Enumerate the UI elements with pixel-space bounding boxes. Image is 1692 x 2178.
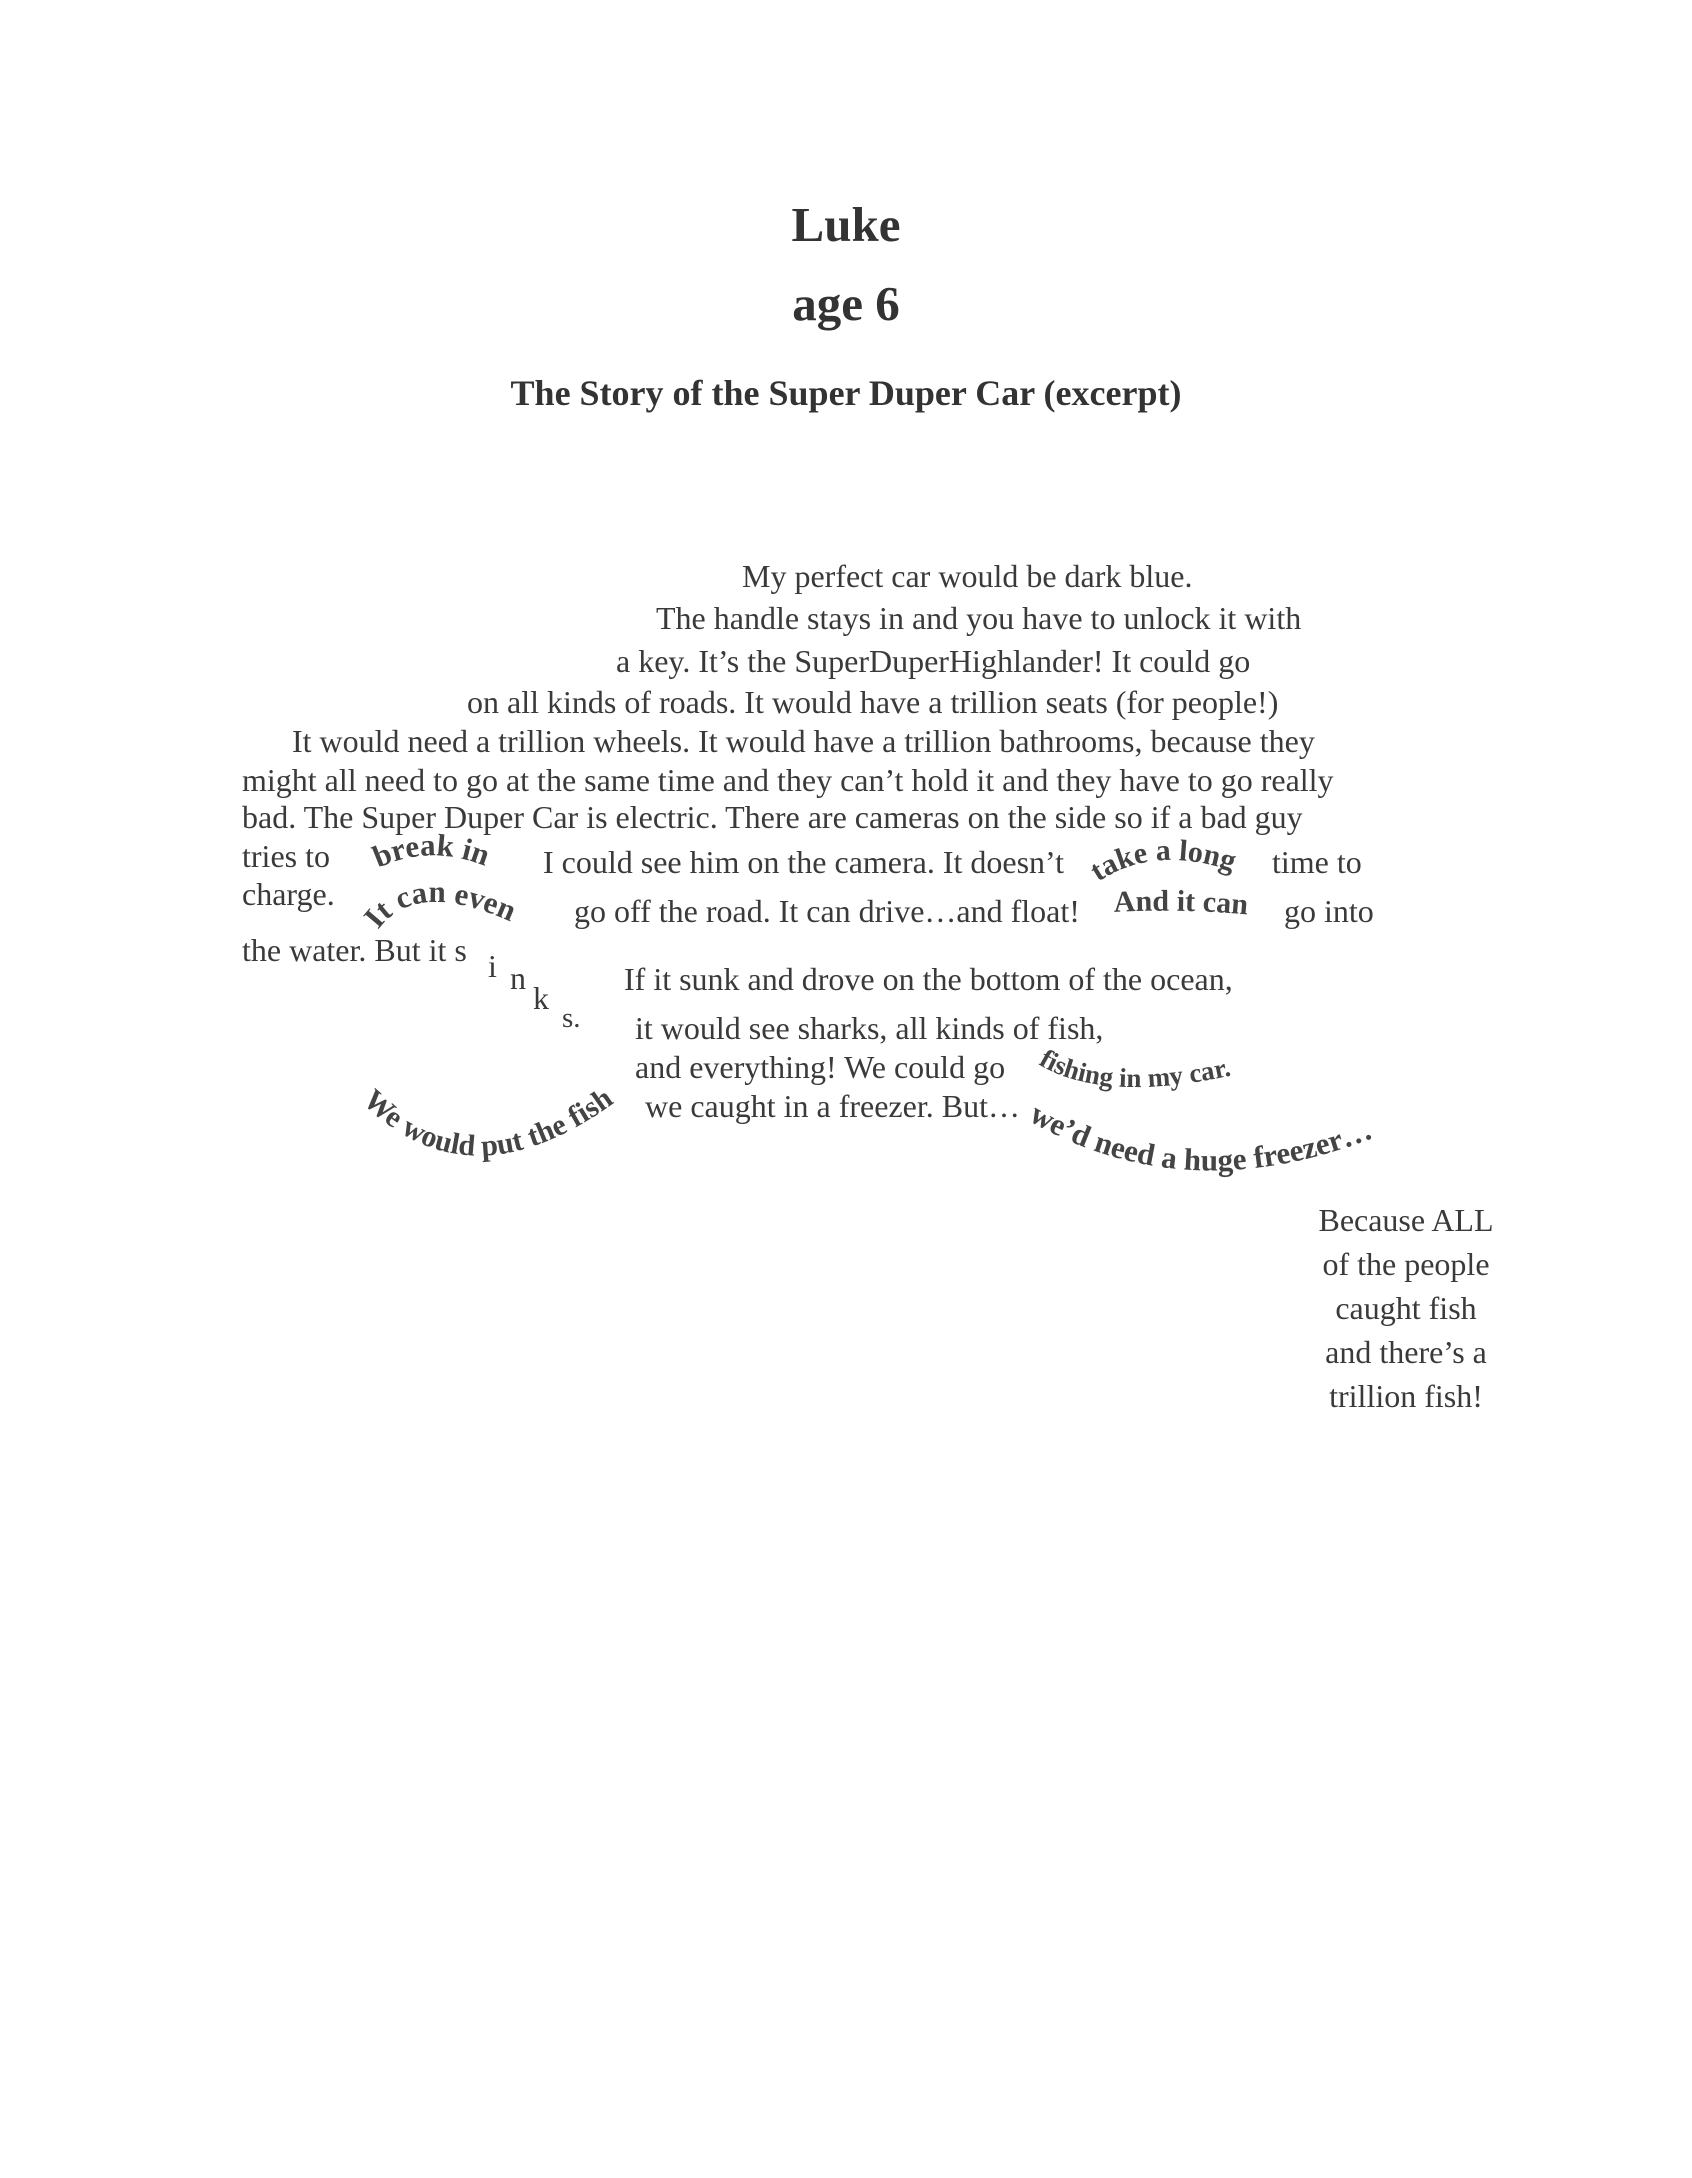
story-line-6: might all need to go at the same time and they can’t hold it and they have to go really (242, 762, 1334, 798)
ending-line-3: caught fish (1335, 1290, 1477, 1326)
story-freezer-line: we caught in a freezer. But… (645, 1088, 1020, 1124)
ending-line-5: trillion fish! (1329, 1378, 1483, 1414)
ending-line-2: of the people (1322, 1246, 1490, 1282)
sinks-letter-i: i (488, 948, 497, 984)
curved-take-a-long: take a long (1084, 833, 1241, 888)
story-title: The Story of the Super Duper Car (excerpt) (510, 373, 1182, 413)
ending-line-4: and there’s a (1325, 1334, 1487, 1370)
sinks-letter-n: n (510, 960, 526, 996)
story-ocean-line: If it sunk and drove on the bottom of the ocean, (624, 961, 1233, 997)
story-line-7: bad. The Super Duper Car is electric. There are cameras on the side so if a bad guy (242, 799, 1303, 835)
story-tries-to: tries to (242, 838, 330, 874)
curved-it-can-even: It can even (356, 873, 522, 935)
story-camera-text: I could see him on the camera. It doesn’t (543, 844, 1065, 880)
story-everything-line: and everything! We could go (635, 1049, 1006, 1085)
author-name: Luke (791, 197, 901, 252)
story-off-road: go off the road. It can drive…and float! (574, 893, 1080, 929)
ending-line-1: Because ALL (1318, 1202, 1494, 1238)
curved-fishing: fishing in my car. (1034, 1043, 1234, 1094)
sinks-letter-k: k (533, 980, 549, 1016)
curved-and-it-can: And it can (1112, 884, 1250, 922)
curved-break-in: break in (367, 827, 495, 875)
story-line-3: a key. It’s the SuperDuperHighlander! It could go (616, 643, 1251, 679)
story-go-into: go into (1284, 893, 1374, 929)
story-line-2: The handle stays in and you have to unlock it with (656, 600, 1302, 636)
story-sharks-line: it would see sharks, all kinds of fish, (635, 1010, 1104, 1046)
story-line-5: It would need a trillion wheels. It would have a trillion bathrooms, because they (292, 723, 1315, 759)
story-line-1: My perfect car would be dark blue. (742, 558, 1193, 594)
story-the-water: the water. But it s (242, 932, 467, 968)
story-charge: charge. (242, 876, 335, 912)
story-line-4: on all kinds of roads. It would have a trillion seats (for people!) (467, 684, 1279, 720)
curved-huge-freezer: we’d need a huge freezer… (1024, 1095, 1377, 1178)
story-time-to: time to (1272, 844, 1362, 880)
curved-put-the-fish: We would put the fish (357, 1081, 619, 1163)
sinks-letter-s: s. (562, 1002, 581, 1034)
author-age: age 6 (792, 276, 900, 331)
